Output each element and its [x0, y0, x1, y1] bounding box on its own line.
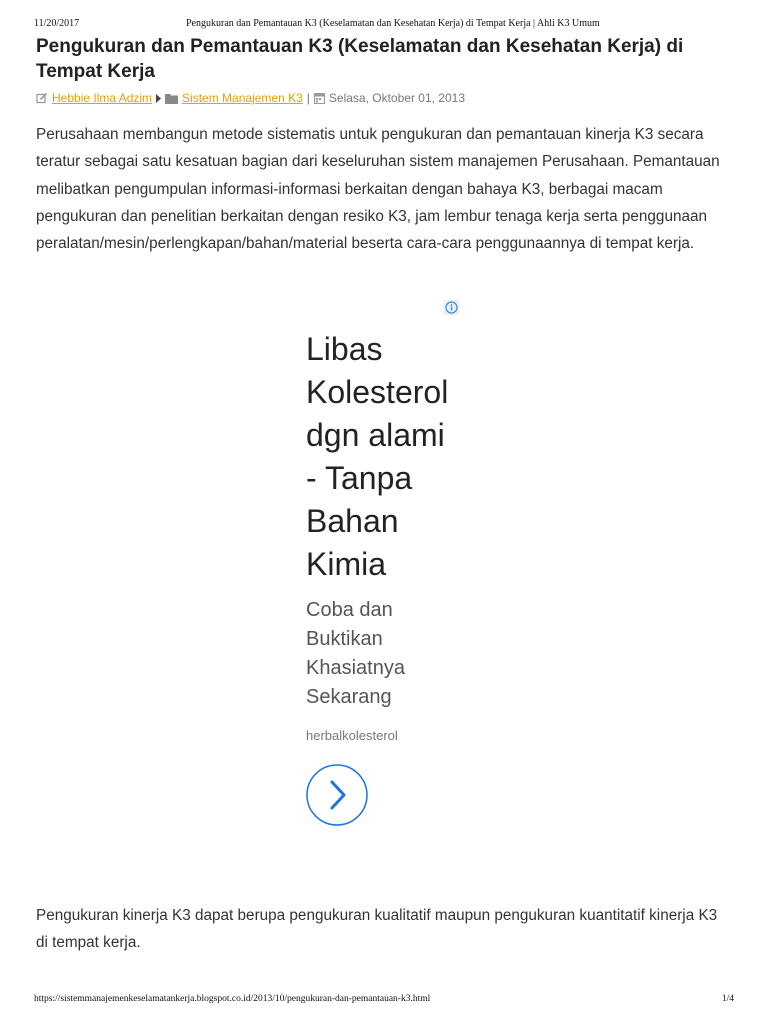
article-paragraph: Pengukuran kinerja K3 dapat berupa pengukuran kualitatif maupun pengukuran kuantitatif kinerja K3 di tempat kerja.	[36, 907, 718, 952]
article-date: Selasa, Oktober 01, 2013	[328, 91, 465, 105]
ad-description	[306, 596, 405, 712]
print-header	[34, 18, 734, 32]
ad-description-line: Khasiatnya	[306, 657, 405, 679]
print-doc-title: Pengukuran dan Pemantauan K3 (Keselamatan dan Kesehatan Kerja) di Tempat Kerja | Ahli K3 Umum	[186, 18, 600, 29]
article-paragraph: Perusahaan membangun metode sistematis untuk pengukuran dan pemantauan kinerja K3 secara teratur sebagai satu kesatuan bagian dari keseluruhan sistem manajemen Perusahaan. Pemantauan melibatkan pengumpulan informasi-informasi berkaitan dengan bahaya K3, berbagai macam pengukuran dan penelitian berkaitan dengan resiko K3, jam lembur tenaga kerja serta penggunaan peralatan/mesin/perlengkapan/bahan/material beserta cara-cara penggunaannya di tempat kerja.	[36, 126, 720, 253]
ad-url[interactable]: herbalkolesterol	[306, 728, 398, 743]
ad-headline-line: dgn alami	[306, 417, 445, 453]
ad-description-line: Coba dan	[306, 599, 393, 621]
caret-right-icon	[156, 94, 161, 103]
ad-headline-line: Bahan	[306, 503, 399, 539]
folder-icon	[165, 93, 178, 104]
ad-arrow-button[interactable]	[304, 764, 370, 831]
ad-headline-line: Kolesterol	[306, 374, 449, 410]
ad-headline-line: - Tanpa	[306, 460, 413, 496]
ad-headline-line: Libas	[306, 331, 383, 367]
ad-headline-line: Kimia	[306, 546, 387, 582]
ad-description-line: Sekarang	[306, 686, 392, 708]
ad-headline[interactable]	[306, 328, 486, 586]
print-url: https://sistemmanajemenkeselamatankerja.blogspot.co.id/2013/10/pengukuran-dan-pemantauan-k3.html	[34, 994, 431, 1004]
calendar-icon	[314, 92, 325, 104]
category-link[interactable]: Sistem Manajemen K3	[182, 91, 303, 105]
meta-separator: |	[306, 91, 310, 105]
page-number: 1/4	[721, 994, 734, 1004]
author-link[interactable]: Hebbie Ilma Adzim	[52, 91, 153, 105]
ad-description-line: Buktikan	[306, 628, 383, 650]
print-footer	[34, 994, 734, 1008]
edit-icon	[36, 92, 48, 104]
info-icon[interactable]	[444, 300, 459, 320]
article-meta	[36, 91, 465, 105]
print-date: 11/20/2017	[34, 18, 80, 29]
article-title: Pengukuran dan Pemantauan K3 (Keselamatan dan Kesehatan Kerja) di Tempat Kerja	[36, 36, 684, 82]
